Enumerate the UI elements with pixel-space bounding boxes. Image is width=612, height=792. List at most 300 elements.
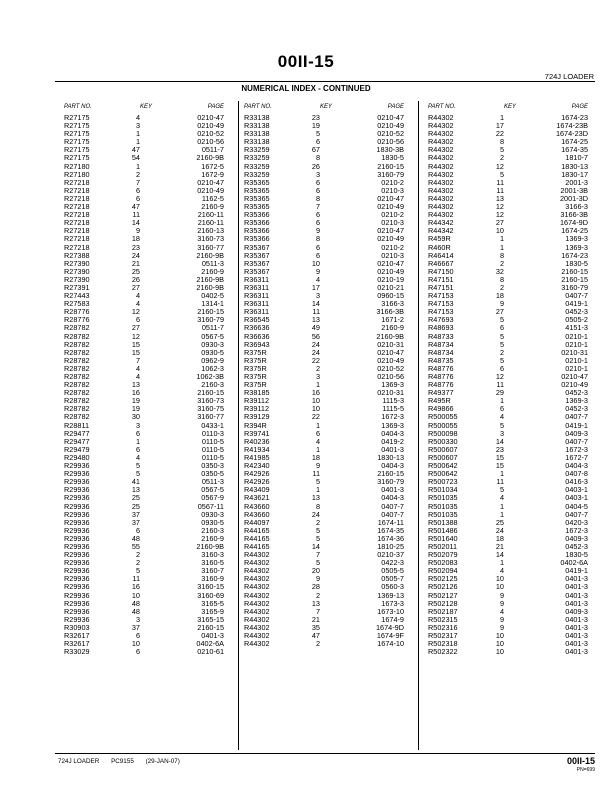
page-ref: 0210-21 bbox=[377, 282, 404, 292]
key-number: 25 bbox=[131, 501, 140, 511]
page-ref: 0401-3 bbox=[565, 631, 588, 640]
part-number: R28782 bbox=[64, 339, 90, 349]
page-ref: 0350-5 bbox=[201, 469, 224, 479]
key-number: 23 bbox=[131, 242, 140, 252]
part-number: R41985 bbox=[244, 452, 270, 462]
key-number: 6 bbox=[499, 404, 504, 414]
section-title: NUMERICAL INDEX - CONTINUED bbox=[241, 84, 371, 93]
key-number: 2 bbox=[499, 153, 504, 163]
key-number: 14 bbox=[495, 436, 504, 446]
part-number: R29936 bbox=[64, 614, 90, 624]
page-ref: 0350-3 bbox=[201, 461, 224, 471]
key-number: 6 bbox=[315, 218, 320, 228]
part-number: R27218 bbox=[64, 185, 90, 195]
page-ref: 0505-2 bbox=[565, 315, 588, 325]
key-header: KEY bbox=[503, 104, 516, 110]
page-ref: 1674-23B bbox=[556, 121, 588, 131]
key-number: 47 bbox=[131, 202, 140, 212]
part-number: R28811 bbox=[64, 420, 90, 430]
page-ref: 3160-77 bbox=[197, 242, 224, 252]
key-number: 24 bbox=[131, 250, 140, 260]
key-number: 22 bbox=[495, 129, 504, 139]
key-number: 11 bbox=[496, 477, 504, 487]
key-number: 3 bbox=[135, 614, 140, 624]
part-number: R29936 bbox=[64, 461, 90, 471]
key-number: 3 bbox=[499, 428, 504, 438]
page-ref: 0401-3 bbox=[381, 444, 404, 454]
page-ref: 2160-9 bbox=[201, 266, 224, 276]
part-number: R28782 bbox=[64, 380, 90, 390]
part-number: R48693 bbox=[428, 323, 454, 333]
part-number: R33259 bbox=[244, 161, 270, 171]
key-number: 5 bbox=[499, 331, 504, 341]
key-number: 3 bbox=[135, 121, 140, 131]
part-number: R44302 bbox=[244, 558, 270, 568]
key-number: 6 bbox=[135, 525, 140, 535]
part-number: R44302 bbox=[428, 145, 454, 155]
page-ref: 0401-3 bbox=[381, 485, 404, 495]
key-number: 37 bbox=[131, 509, 140, 519]
key-number: 47 bbox=[131, 145, 140, 155]
part-number: R29479 bbox=[64, 444, 90, 454]
key-number: 1 bbox=[135, 129, 140, 139]
page-ref: 0210-49 bbox=[377, 355, 404, 365]
part-number: R49377 bbox=[428, 388, 454, 398]
part-number: R28782 bbox=[64, 323, 90, 333]
part-number: R500055 bbox=[428, 412, 458, 422]
part-number: R29936 bbox=[64, 566, 90, 576]
page-ref: 0210-52 bbox=[197, 129, 224, 139]
key-number: 24 bbox=[311, 347, 320, 357]
part-number: R43621 bbox=[244, 493, 270, 503]
key-number: 1 bbox=[135, 137, 140, 147]
part-number: R27175 bbox=[64, 113, 90, 122]
key-number: 16 bbox=[311, 388, 320, 398]
page-ref: 3160-77 bbox=[197, 412, 224, 422]
page-ref: 1369-3 bbox=[381, 380, 404, 390]
part-number: R43660 bbox=[244, 509, 270, 519]
page-ref: 0511-7 bbox=[201, 323, 224, 333]
page-ref: 3166-3 bbox=[565, 202, 588, 212]
part-number: R500330 bbox=[428, 436, 458, 446]
page-ref: 1369-13 bbox=[377, 590, 404, 600]
key-number: 37 bbox=[131, 622, 140, 632]
key-number: 67 bbox=[311, 145, 320, 155]
part-number: R29936 bbox=[64, 509, 90, 519]
part-number: R28782 bbox=[64, 347, 90, 357]
key-number: 1 bbox=[315, 420, 320, 430]
part-number: R27218 bbox=[64, 218, 90, 228]
page-ref: 0407-8 bbox=[565, 469, 588, 479]
key-number: 9 bbox=[315, 461, 320, 471]
part-number: R502318 bbox=[428, 639, 458, 649]
key-number: 6 bbox=[135, 647, 140, 657]
part-number: R35367 bbox=[244, 266, 270, 276]
key-number: 37 bbox=[131, 517, 140, 527]
page-ref: 0210-2 bbox=[381, 242, 404, 252]
key-number: 4 bbox=[135, 113, 140, 122]
key-number: 5 bbox=[499, 355, 504, 365]
part-number: R35366 bbox=[244, 226, 270, 236]
page-ref: 1369-3 bbox=[565, 396, 588, 406]
page-ref: 1830-5 bbox=[565, 258, 588, 268]
part-number: R38185 bbox=[244, 388, 270, 398]
part-number: R35365 bbox=[244, 177, 270, 187]
page-ref: 2001-3D bbox=[560, 193, 588, 203]
part-number: R27583 bbox=[64, 299, 90, 309]
part-number: R46667 bbox=[428, 258, 454, 268]
key-number: 2 bbox=[315, 590, 320, 600]
part-number: R44302 bbox=[244, 598, 270, 608]
page-ref: 0401-3 bbox=[565, 639, 588, 649]
part-number: R375R bbox=[244, 372, 267, 381]
key-number: 10 bbox=[495, 574, 504, 584]
part-number: R500607 bbox=[428, 452, 458, 462]
page-ref: 0210-47 bbox=[377, 113, 404, 122]
page-ref: 1674-9 bbox=[381, 614, 404, 624]
part-number: R36311 bbox=[244, 299, 270, 309]
part-number: R27443 bbox=[64, 291, 90, 301]
page-ref: 0210-56 bbox=[377, 372, 404, 381]
part-number: R375R bbox=[244, 355, 267, 365]
page-ref: 0560-3 bbox=[381, 582, 404, 592]
key-number: 6 bbox=[499, 363, 504, 373]
page-ref: 2160-9B bbox=[196, 282, 224, 292]
key-number: 2 bbox=[499, 282, 504, 292]
page-ref: 2160-9B bbox=[196, 250, 224, 260]
part-number: R502315 bbox=[428, 614, 458, 624]
key-number: 9 bbox=[315, 266, 320, 276]
part-number: R502187 bbox=[428, 606, 458, 616]
part-number: R460R bbox=[428, 242, 451, 252]
key-number: 23 bbox=[311, 113, 320, 122]
key-number: 5 bbox=[135, 469, 140, 479]
key-number: 1 bbox=[499, 509, 504, 519]
part-number: R27391 bbox=[64, 282, 90, 292]
page-ref: 3160-5 bbox=[201, 558, 224, 568]
page-ref: 3165-15 bbox=[197, 614, 224, 624]
key-number: 21 bbox=[131, 258, 140, 268]
page-ref: 0452-3 bbox=[565, 404, 588, 414]
part-number: R501034 bbox=[428, 485, 458, 495]
part-number: R29936 bbox=[64, 598, 90, 608]
key-number: 6 bbox=[315, 185, 320, 195]
key-number: 13 bbox=[495, 193, 504, 203]
key-number: 5 bbox=[499, 339, 504, 349]
key-number: 8 bbox=[499, 250, 504, 260]
key-number: 9 bbox=[499, 299, 504, 309]
page-ref: 0210-56 bbox=[197, 137, 224, 147]
part-number: R29936 bbox=[64, 485, 90, 495]
key-number: 27 bbox=[131, 282, 140, 292]
part-number: R29936 bbox=[64, 550, 90, 560]
footer-pn: PN=699 bbox=[576, 767, 595, 773]
page-ref: 1369-3 bbox=[565, 234, 588, 244]
key-number: 1 bbox=[499, 558, 504, 568]
part-number: R27175 bbox=[64, 129, 90, 139]
part-number: R36636 bbox=[244, 323, 270, 333]
page-ref: 0210-1 bbox=[565, 363, 588, 373]
key-number: 12 bbox=[495, 372, 504, 381]
key-number: 18 bbox=[131, 234, 140, 244]
part-number: R27390 bbox=[64, 266, 90, 276]
part-number: R29480 bbox=[64, 452, 90, 462]
part-number: R44302 bbox=[428, 210, 454, 220]
page-ref: 1673-3 bbox=[381, 598, 404, 608]
key-number: 16 bbox=[131, 388, 140, 398]
part-number: R27218 bbox=[64, 210, 90, 220]
page-ref: 0210-49 bbox=[377, 121, 404, 131]
page-ref: 0210-47 bbox=[197, 113, 224, 122]
part-number: R501486 bbox=[428, 525, 458, 535]
page-ref: 0511-7 bbox=[201, 145, 224, 155]
key-number: 7 bbox=[315, 606, 320, 616]
part-number: R42926 bbox=[244, 477, 270, 487]
key-number: 10 bbox=[495, 226, 504, 236]
key-number: 10 bbox=[495, 582, 504, 592]
key-number: 13 bbox=[311, 493, 320, 503]
part-number: R47151 bbox=[428, 282, 454, 292]
page-ref: 0401-3 bbox=[565, 598, 588, 608]
part-number: R47153 bbox=[428, 307, 454, 317]
key-number: 27 bbox=[495, 218, 504, 228]
key-number: 9 bbox=[315, 574, 320, 584]
part-number: R28782 bbox=[64, 412, 90, 422]
key-number: 9 bbox=[315, 226, 320, 236]
key-number: 35 bbox=[311, 622, 320, 632]
part-number: R29936 bbox=[64, 582, 90, 592]
page-ref: 2160-3 bbox=[201, 525, 224, 535]
page-ref: 1671-2 bbox=[381, 315, 404, 325]
page-ref: 0210-31 bbox=[377, 339, 404, 349]
part-number: R27218 bbox=[64, 177, 90, 187]
part-number: R29936 bbox=[64, 574, 90, 584]
page-ref: 0210-47 bbox=[377, 193, 404, 203]
key-number: 4 bbox=[315, 274, 320, 284]
key-number: 27 bbox=[131, 323, 140, 333]
part-number: R44302 bbox=[244, 582, 270, 592]
page-ref: 0511-3 bbox=[201, 477, 224, 487]
key-number: 4 bbox=[315, 436, 320, 446]
part-number: R501035 bbox=[428, 509, 458, 519]
key-number: 4 bbox=[135, 299, 140, 309]
part-number: R27218 bbox=[64, 193, 90, 203]
page-ref: 0210-49 bbox=[197, 121, 224, 131]
part-number: R500607 bbox=[428, 444, 458, 454]
part-number: R29936 bbox=[64, 606, 90, 616]
part-number: R48734 bbox=[428, 339, 454, 349]
key-number: 11 bbox=[312, 307, 320, 317]
part-number: R27175 bbox=[64, 121, 90, 131]
part-no-header: PART NO. bbox=[244, 104, 272, 110]
footer-date: (29-JAN-07) bbox=[145, 758, 180, 765]
page-ref: 3160-79 bbox=[197, 315, 224, 325]
key-number: 12 bbox=[495, 161, 504, 171]
page-ref: 0210-19 bbox=[377, 274, 404, 284]
part-number: R48776 bbox=[428, 372, 454, 381]
key-number: 1 bbox=[135, 161, 140, 171]
part-number: R29936 bbox=[64, 477, 90, 487]
page-ref: 0210-47 bbox=[197, 177, 224, 187]
key-number: 1 bbox=[499, 242, 504, 252]
footer-info bbox=[58, 758, 190, 765]
part-number: R44302 bbox=[244, 631, 270, 640]
part-number: R33259 bbox=[244, 153, 270, 163]
part-number: R47693 bbox=[428, 315, 454, 325]
key-header: KEY bbox=[139, 104, 152, 110]
key-number: 1 bbox=[499, 396, 504, 406]
index-column-2 bbox=[240, 103, 416, 648]
key-number: 4 bbox=[135, 452, 140, 462]
key-number: 6 bbox=[315, 210, 320, 220]
key-number: 3 bbox=[315, 169, 320, 179]
key-number: 4 bbox=[135, 363, 140, 373]
part-number: R44165 bbox=[244, 525, 270, 535]
part-number: R502316 bbox=[428, 622, 458, 632]
key-number: 8 bbox=[315, 501, 320, 511]
part-number: R44165 bbox=[244, 541, 270, 551]
page-ref: 0210-49 bbox=[377, 234, 404, 244]
page-ref: 3160-15 bbox=[197, 582, 224, 592]
key-number: 49 bbox=[311, 323, 320, 333]
key-number: 4 bbox=[499, 412, 504, 422]
key-number: 8 bbox=[499, 137, 504, 147]
page-ref: 0404-3 bbox=[381, 428, 404, 438]
page-ref: 0210-37 bbox=[377, 550, 404, 560]
page-ref: 1674-25 bbox=[561, 226, 588, 236]
key-number: 13 bbox=[131, 380, 140, 390]
key-number: 24 bbox=[311, 339, 320, 349]
key-number: 9 bbox=[499, 598, 504, 608]
machine-name: 724J LOADER bbox=[544, 72, 594, 81]
page-ref: 3160-79 bbox=[377, 169, 404, 179]
key-number: 1 bbox=[315, 485, 320, 495]
page-ref: 0567-11 bbox=[197, 501, 224, 511]
key-number: 25 bbox=[131, 266, 140, 276]
part-number: R48776 bbox=[428, 380, 454, 390]
page-ref: 0567-9 bbox=[201, 493, 224, 503]
part-number: R27218 bbox=[64, 226, 90, 236]
key-number: 20 bbox=[311, 566, 320, 576]
page-ref: 0110-5 bbox=[201, 436, 224, 446]
page-ref: 0210-1 bbox=[565, 339, 588, 349]
part-number: R28782 bbox=[64, 331, 90, 341]
key-number: 1 bbox=[135, 436, 140, 446]
page-ref: 1672-5 bbox=[201, 161, 224, 171]
part-number: R29936 bbox=[64, 558, 90, 568]
page-ref: 0403-1 bbox=[565, 493, 588, 503]
key-number: 5 bbox=[499, 485, 504, 495]
key-number: 15 bbox=[495, 461, 504, 471]
page-ref: 0433-1 bbox=[201, 420, 224, 430]
page-ref: 0210-3 bbox=[381, 250, 404, 260]
index-column-1 bbox=[60, 103, 236, 656]
part-number: R28782 bbox=[64, 363, 90, 373]
bottom-divider bbox=[55, 753, 595, 754]
key-number: 4 bbox=[499, 606, 504, 616]
page-ref: 3160-9 bbox=[201, 574, 224, 584]
page-ref: 0210-47 bbox=[377, 226, 404, 236]
part-number: R44302 bbox=[244, 606, 270, 616]
page-ref: 2001-3 bbox=[565, 177, 588, 187]
key-number: 12 bbox=[495, 202, 504, 212]
key-number: 1 bbox=[499, 234, 504, 244]
key-number: 5 bbox=[135, 566, 140, 576]
key-number: 3 bbox=[315, 372, 320, 381]
page-ref: 0962-9 bbox=[201, 355, 224, 365]
key-number: 10 bbox=[311, 258, 320, 268]
key-number: 6 bbox=[315, 250, 320, 260]
page-ref: 1672-7 bbox=[565, 452, 588, 462]
key-number: 11 bbox=[312, 469, 320, 479]
part-number: R501035 bbox=[428, 501, 458, 511]
key-number: 6 bbox=[315, 242, 320, 252]
page-ref: 1674-36 bbox=[377, 533, 404, 543]
page-ref: 1674-35 bbox=[377, 525, 404, 535]
part-number: R502011 bbox=[428, 541, 458, 551]
page-ref: 0930-3 bbox=[201, 339, 224, 349]
page-ref: 0401-3 bbox=[565, 574, 588, 584]
page-ref: 0407-7 bbox=[565, 291, 588, 301]
column-divider bbox=[238, 101, 239, 750]
page-ref: 0505-5 bbox=[381, 566, 404, 576]
part-number: R43660 bbox=[244, 501, 270, 511]
part-number: R44165 bbox=[244, 533, 270, 543]
page-ref: 0567-5 bbox=[201, 331, 224, 341]
key-number: 9 bbox=[499, 614, 504, 624]
part-number: R502317 bbox=[428, 631, 458, 640]
key-number: 21 bbox=[311, 614, 320, 624]
page-ref: 3160-69 bbox=[197, 590, 224, 600]
key-number: 19 bbox=[311, 121, 320, 131]
footer-machine: 724J LOADER bbox=[58, 758, 100, 765]
key-number: 30 bbox=[131, 412, 140, 422]
part-number: R28782 bbox=[64, 396, 90, 406]
part-number: R36636 bbox=[244, 331, 270, 341]
page-ref: 3160-3 bbox=[201, 550, 224, 560]
page-ref: 1115-5 bbox=[382, 404, 404, 414]
key-number: 18 bbox=[495, 533, 504, 543]
key-number: 6 bbox=[135, 631, 140, 640]
page-ref: 0404-3 bbox=[565, 461, 588, 471]
page-ref: 2160-15 bbox=[377, 161, 404, 171]
key-number: 13 bbox=[131, 485, 140, 495]
part-number: R33138 bbox=[244, 129, 270, 139]
page-ref: 1830-13 bbox=[377, 452, 404, 462]
page-ref: 2160-9 bbox=[201, 202, 224, 212]
key-number: 5 bbox=[499, 315, 504, 325]
part-number: R27180 bbox=[64, 169, 90, 179]
page-ref: 1062-3B bbox=[196, 372, 224, 381]
part-number: R28782 bbox=[64, 388, 90, 398]
key-number: 4 bbox=[135, 291, 140, 301]
key-number: 1 bbox=[499, 501, 504, 511]
key-number: 2 bbox=[499, 258, 504, 268]
part-number: R35366 bbox=[244, 234, 270, 244]
key-number: 13 bbox=[311, 598, 320, 608]
key-number: 11 bbox=[496, 177, 504, 187]
part-number: R44342 bbox=[428, 226, 454, 236]
part-number: R29936 bbox=[64, 517, 90, 527]
part-number: R27218 bbox=[64, 234, 90, 244]
key-number: 5 bbox=[315, 129, 320, 139]
part-number: R495R bbox=[428, 396, 451, 406]
footer-pub: PC9155 bbox=[111, 758, 134, 765]
part-number: R35367 bbox=[244, 242, 270, 252]
page-ref: 0409-3 bbox=[565, 606, 588, 616]
table-row bbox=[424, 648, 600, 656]
part-number: R502079 bbox=[428, 550, 458, 560]
